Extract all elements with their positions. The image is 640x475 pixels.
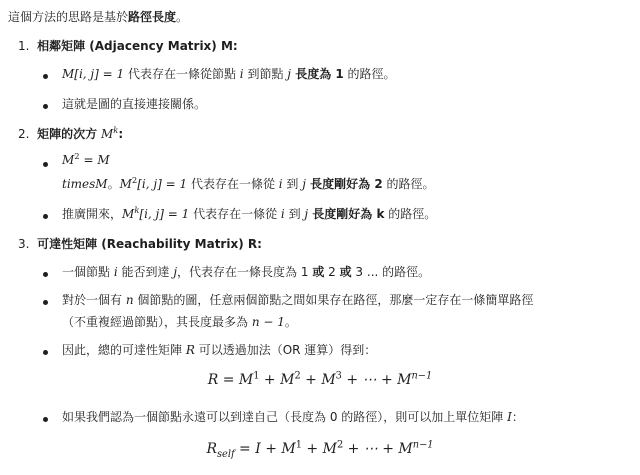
s2-bullet-2 [62,206,436,222]
text-run: 一個節點 [62,265,114,279]
text-run: 代表存在一條從節點 [124,67,240,81]
section-colon: : [257,237,262,251]
math-var: M [100,127,114,141]
text-run: ，代表存在一條長度為 1 [177,265,313,279]
section-title: 可達性矩陣 (Reachability Matrix) R [37,237,258,251]
math-var: i [113,265,118,279]
math-sup: n−1 [412,439,434,451]
bullet-dot [43,214,48,219]
intro-paragraph [8,9,188,25]
text-run: 如果我們認為一個節點永遠可以到達自己（長度為 0 的路徑），則可以加上單位矩陣 [62,410,508,424]
bullet-dot [43,417,48,422]
s2-bullet-1-line-1 [62,152,110,168]
math-sup: 1 [295,439,302,451]
math-sup: k [113,125,119,135]
s3-bullet-1 [62,264,430,280]
math-expression: = I + M [234,441,296,457]
text-run: 代表存在一條從 [187,177,279,191]
section-2-heading [18,126,123,142]
math-sup: k [134,205,140,215]
text-run: 到 [282,177,303,191]
math-var: j [287,67,292,81]
text-run: 個節點的圖，任意兩個節點之間如果存在路徑，那麼一定存在一條簡單路徑 [133,293,534,307]
intro-text: 這個方法的思路是基於 [8,10,129,24]
section-title: 相鄰矩陣 (Adjacency Matrix) M [37,39,233,53]
math-var: R [206,441,217,457]
math-expression: + M [300,372,336,388]
section-number: 3. [18,237,30,251]
text-run: 。 [107,177,120,191]
bullet-dot [43,162,48,167]
s2-bullet-1-line-2 [62,176,435,192]
bold-text: 長度剛好為 2 [305,177,383,191]
math-var: n [125,293,134,307]
text-run: 到節點 [243,67,288,81]
s3-bullet-2-line-2 [62,314,297,330]
math-expression: n − 1 [251,315,285,329]
bullet-dot [43,300,48,305]
bold-text: 長度為 1 [291,67,344,81]
bullet-dot [43,74,48,79]
section-number: 2. [18,127,30,141]
math-var: j [173,265,178,279]
text-run: 3 ... 的路徑。 [351,265,431,279]
math-expression: + M [259,372,295,388]
math-expression: M[i, j] = 1 [62,67,125,81]
math-expression: timesM [62,177,108,191]
math-var: R [185,343,195,357]
math-sup: 2 [131,175,138,185]
text-run: 推廣開來， [62,207,123,221]
text-run: ： [511,410,524,424]
text-run: 對於一個有 [62,293,126,307]
math-expression: + ⋯ + M [341,372,412,388]
math-sup: 3 [335,370,342,382]
text-run: 代表存在一條從 [189,207,281,221]
s1-bullet-2: 這就是圖的直接連接關係。 [62,97,207,111]
section-colon: : [232,39,238,53]
bullet-dot [43,272,48,277]
section-number: 1. [18,39,30,53]
math-sup: 2 [336,439,344,451]
math-expression: + ⋯ + M [343,441,413,457]
s3-bullet-2-line-1 [62,292,533,308]
math-var: j [304,207,309,221]
math-sub: self [217,448,235,460]
math-var: i [280,207,285,221]
math-expression: = M [79,153,110,167]
section-3-heading [18,236,262,252]
section-1-heading [18,38,238,54]
text-run: 可以透過加法（OR 運算）得到： [194,343,377,357]
math-expression: [i, j] = 1 [139,207,190,221]
text-run: 的路徑。 [384,207,437,221]
math-expression: + M [301,441,337,457]
s3-bullet-3 [62,342,376,358]
text-run: 到 [284,207,305,221]
equation-reachability-self [0,440,640,459]
section-colon: : [118,127,124,141]
section-title: 矩陣的次方 [37,127,98,141]
math-sup: n−1 [411,370,433,382]
intro-bold: 路徑長度 [128,10,177,24]
intro-end: 。 [176,10,189,24]
text-run: 的路徑。 [343,67,396,81]
equation-reachability [0,371,640,390]
s1-bullet-1 [62,66,396,82]
bold-text: 或 [339,265,352,279]
bold-text: 長度剛好為 k [308,207,385,221]
math-var: M [62,153,75,167]
text-run: 。 [284,315,297,329]
math-sup: 2 [294,370,301,382]
math-var: M [119,177,132,191]
math-expression: R = M [207,372,254,388]
bullet-dot [43,350,48,355]
math-var: j [302,177,306,191]
bullet-dot [43,104,48,109]
text-run: 因此，總的可達性矩陣 [62,343,186,357]
math-var: i [239,67,244,81]
text-run: （不重複經過節點），其長度最多為 [62,315,252,329]
math-sup: 2 [74,151,80,161]
bold-text: 或 [312,265,325,279]
text-run: 能否到達 [117,265,174,279]
text-run: 2 [324,265,340,279]
text-run: 的路徑。 [382,177,435,191]
s3-bullet-4 [62,409,524,425]
math-var: M [122,207,135,221]
math-var: I [507,410,512,424]
math-sup: 1 [253,370,260,382]
math-expression: [i, j] = 1 [137,177,188,191]
math-var: i [278,177,283,191]
